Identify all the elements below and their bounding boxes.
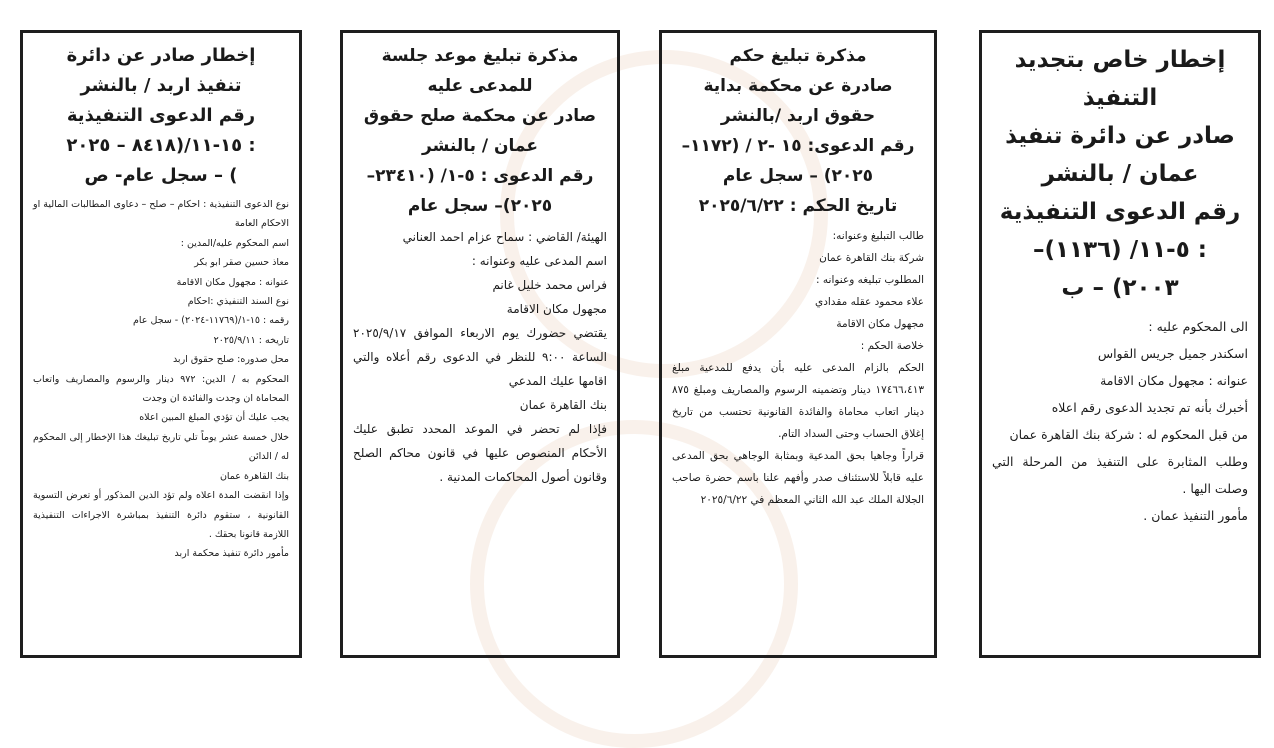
body-line: وإذا انقضت المدة اعلاه ولم تؤد الدين المذكور أو تعرض التسوية القانونية ، ستقوم دائرة التنفيذ بمباشرة الاجراءات التنفيذية اللازمة قانونا بحقك . [33, 490, 289, 540]
body-line: فراس محمد خليل غانم [492, 278, 607, 292]
body-line: تاريخه : ٢٠٢٥/٩/١١ [213, 334, 289, 346]
heading-line: : ٥-١١/ (١١٣٦)– [1033, 237, 1207, 263]
notice-heading [33, 41, 289, 191]
body-line: يقتضي حضورك يوم الاربعاء الموافق ٢٠٢٥/٩/١٧ الساعة ٩:٠٠ للنظر في الدعوى رقم أعلاه والتي اقامها عليك المدعي [353, 326, 607, 388]
heading-line: عمان / بالنشر [1041, 161, 1199, 187]
body-line: قراراً وجاهيا بحق المدعية وبمثابة الوجاهي بحق المدعى عليه قابلاً للاستئناف صدر وأفهم علنا باسم حضرة صاحب الجلالة الملك عبد الله الثاني المعظم في ٢٠٢٥/٦/٢٢ [672, 450, 924, 506]
body-line: محل صدوره: صلح حقوق اربد [172, 354, 289, 366]
heading-line: تاريخ الحكم : ٢٠٢٥/٦/٢٢ [698, 196, 898, 216]
body-line: طالب التبليغ وعنوانه: [832, 230, 924, 242]
heading-line: : ١٥-١١/(٨٤١٨ – ٢٠٢٥ [66, 135, 256, 156]
heading-line: صادر عن محكمة صلح حقوق [363, 106, 597, 126]
heading-line: صادر عن دائرة تنفيذ [1005, 123, 1235, 149]
body-line: عنوانه : مجهول مكان الاقامة [1100, 373, 1248, 388]
heading-line: مذكرة تبليغ حكم [729, 46, 867, 66]
notice-renewal-execution [979, 30, 1261, 658]
heading-line: إخطار خاص بتجديد [1014, 47, 1226, 73]
body-line: فإذا لم تحضر في الموعد المحدد تطبق عليك الأحكام المنصوص عليها في قانون محاكم الصلح وقانون أصول المحاكمات المدنية . [353, 422, 607, 484]
heading-line: تنفيذ اربد / بالنشر [80, 75, 242, 96]
notice-heading [353, 41, 607, 221]
notice-judgment-service [659, 30, 937, 658]
body-line: أخبرك بأنه تم تجديد الدعوى رقم اعلاه [1051, 400, 1248, 415]
body-line: الهيئة/ القاضي : سماح عزام احمد العناني [402, 230, 607, 244]
heading-line: رقم الدعوى: ١٥ -٢ / (١١٧٢– [681, 136, 915, 156]
body-line: الى المحكوم عليه : [1148, 319, 1248, 334]
body-line: اسكندر جميل جريس القواس [1097, 346, 1248, 361]
body-line: خلاصة الحكم : [860, 340, 924, 352]
notice-heading [672, 41, 924, 221]
heading-line: ٢٠٠٣) – ب [1061, 275, 1179, 301]
body-line: اسم المدعى عليه وعنوانه : [471, 254, 607, 268]
notice-body [672, 225, 924, 511]
body-line: بنك القاهرة عمان [219, 470, 289, 482]
heading-line: رقم الدعوى التنفيذية [999, 199, 1241, 225]
heading-line: مذكرة تبليغ موعد جلسة [381, 46, 579, 66]
body-line: مأمور التنفيذ عمان . [1143, 508, 1248, 523]
body-line: مجهول مكان الاقامة [836, 318, 924, 330]
heading-line: ٢٠٢٥) – سجل عام [722, 166, 874, 186]
heading-line: عمان / بالنشر [422, 136, 538, 156]
notice-hearing-date [340, 30, 620, 658]
heading-line: ٢٠٢٥)– سجل عام [407, 196, 553, 216]
body-line: رقمه : ١٥-١/(١١٧٦٩-٢٠٢٤) - سجل عام [133, 315, 289, 327]
body-line: مأمور دائرة تنفيذ محكمة اربد [174, 548, 289, 560]
heading-line: التنفيذ [1082, 85, 1158, 111]
heading-line: للمدعى عليه [427, 76, 533, 96]
body-line: الحكم بالزام المدعى عليه بأن يدفع للمدعية مبلغ ١٧٤٦٦،٤١٣ دينار وتضمينه الرسوم والمصاريف ومبلغ ٨٧٥ دينار اتعاب محاماة والفائدة القانونية تحتسب من تاريخ إغلاق الحساب وحتى السداد التام. [672, 362, 924, 440]
notice-heading [992, 41, 1248, 307]
body-line: علاء محمود عقله مقدادي [815, 296, 924, 308]
body-line: نوع السند التنفيذي :احكام [187, 296, 289, 308]
body-line: المحكوم به / الدين: ٩٧٢ دينار والرسوم والمصاريف واتعاب المحاماة ان وجدت والفائدة ان وجدت [33, 373, 289, 405]
notice-body [992, 313, 1248, 529]
body-line: يجب عليك أن تؤدي المبلغ المبين اعلاه [139, 412, 289, 424]
heading-line: إخطار صادر عن دائرة [66, 45, 256, 66]
body-line: شركة بنك القاهرة عمان [819, 252, 924, 264]
body-line: اسم المحكوم عليه/المدين : [180, 237, 289, 249]
heading-line: صادرة عن محكمة بداية [703, 76, 893, 96]
body-line: عنوانه : مجهول مكان الاقامة [176, 276, 289, 288]
notice-body [353, 225, 607, 489]
body-line: نوع الدعوى التنفيذية : احكام – صلح – دعاوى المطالبات المالية او الاحكام العامة [33, 199, 289, 230]
body-line: معاذ حسين صقر ابو بكر [194, 257, 289, 269]
body-line: وطلب المثابرة على التنفيذ من المرحلة التي وصلت اليها . [992, 454, 1248, 496]
heading-line: حقوق اربد /بالنشر [720, 106, 876, 126]
notice-body [33, 195, 289, 564]
body-line: بنك القاهرة عمان [519, 398, 607, 412]
body-line: مجهول مكان الاقامة [506, 302, 607, 316]
heading-line: رقم الدعوى : ٥-١/ (٢٣٤١٠– [366, 166, 594, 186]
notice-irbid-execution [20, 30, 302, 658]
body-line: المطلوب تبليغه وعنوانه : [816, 274, 924, 286]
heading-line: رقم الدعوى التنفيذية [66, 105, 256, 126]
heading-line: ) – سجل عام- ص [84, 165, 238, 186]
body-line: من قبل المحكوم له : شركة بنك القاهرة عمان [1009, 427, 1248, 442]
body-line: خلال خمسة عشر يوماً تلي تاريخ تبليغك هذا الإخطار إلى المحكوم له / الدائن [33, 431, 289, 463]
